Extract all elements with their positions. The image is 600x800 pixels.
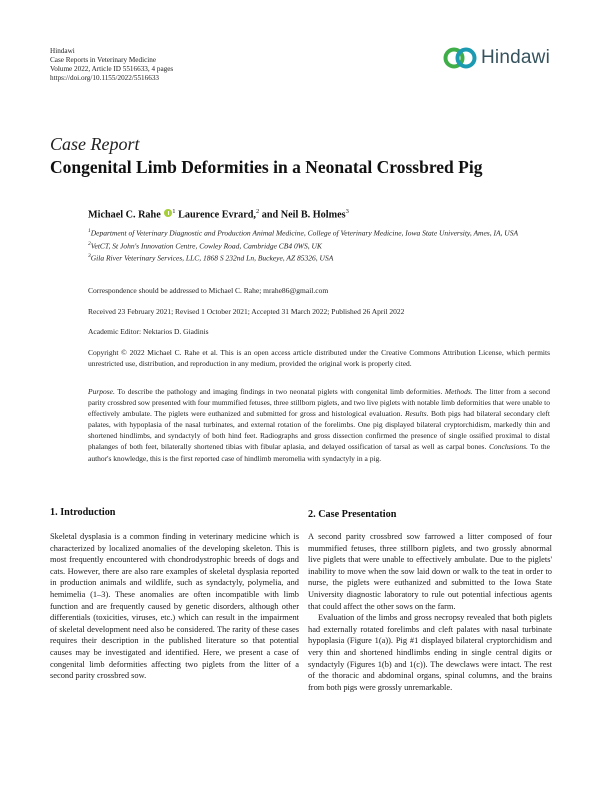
affiliation-text: Department of Veterinary Diagnostic and Production Animal Medicine, College of Veterinary Medicine, Iowa State University, Ames, IA, USA [90, 228, 519, 238]
author-affil-sup: 1 [172, 208, 176, 215]
journal-name: Case Reports in Veterinary Medicine [50, 56, 157, 64]
abstract [88, 386, 550, 464]
journal-brand: Hindawi [50, 47, 75, 55]
introduction-body [50, 531, 299, 682]
author-affil-sup: 2 [255, 208, 260, 215]
copyright-notice: Copyright © 2022 Michael C. Rahe et al. This is an open access article distributed under the Creative Commons Attribution License, which permits unrestricted use, distribution, and reproduction in any medium, provided the original work is properly cited. [88, 348, 550, 369]
paragraph: Skeletal dysplasia is a common finding in veterinary medicine which is characterized by localized anomalies of the developing skeleton. This is most frequently encountered with chondrodystrophic breeds of dogs and cats. However, there are also rare examples of skeletal dysplasia reported in production animals and wildlife, such as syndactyly, polymelia, and hemimelia (1–3). These anomalies are often incompatible with limb function and are frequently caused by genetic disorders, although other differentials (toxicities, viruses, etc.) which can result in the impairment of skeletal development need also be considered. The rarity of these cases requires their description in the published literature so that potential causes may be investigated and identified. Here, we present a case of congenital limb deformities affecting two piglets from the litter of a second parity crossbred sow. [50, 532, 299, 681]
abstract-purpose-label: Purpose. [88, 387, 115, 396]
introduction-heading: 1. Introduction [50, 507, 116, 518]
affiliation-num: 2 [88, 240, 91, 247]
academic-editor: Academic Editor: Nektarios D. Giadinis [88, 327, 209, 336]
author-separator: and [259, 209, 281, 221]
abstract-purpose: To describe the pathology and imaging findings in two neonatal piglets with congenital limb deformities. [114, 387, 445, 396]
publication-dates: Received 23 February 2021; Revised 1 October 2021; Accepted 31 March 2022; Published 26 April 2022 [88, 307, 405, 316]
abstract-methods-label: Methods. [444, 387, 473, 396]
orcid-icon[interactable] [164, 209, 172, 217]
author-affil-sup: 3 [345, 208, 349, 215]
abstract-results: Both pigs had bilateral secondary cleft palates, with hypoplasia of the nasal turbinates, and external rotation of the forelimbs. One pig displayed bilateral cryptorchidism, markedly thin and shortened hindlimbs, and syndactyly of both hind feet. Radiographs and gross dissection confirmed the presence of single ossified proximal to distal phalanges of both feet, bilaterally shortened tibias with fibular aplasia, and delayed ossification of tarsal as well as carpal bones. [88, 409, 550, 452]
abstract-conclusions: To the author's knowledge, this is the first reported case of hindlimb meromelia with syndactyly in a pig. [88, 442, 550, 463]
abstract-results-label: Results. [404, 409, 429, 419]
journal-header [50, 47, 173, 83]
affiliation [88, 239, 550, 252]
abstract-methods: The litter from a second parity crossbred sow presented with four mummified fetuses, three stillborn piglets, and two live piglets with notable limb deformities that were unable to effectively ambulate. The piglets were euthanized and submitted for gross and histological evaluation. [88, 387, 550, 419]
author-list [88, 208, 349, 220]
affiliation-num: 1 [88, 228, 91, 234]
doi-link[interactable]: https://doi.org/10.1155/2022/5516633 [50, 74, 160, 82]
correspondence: Correspondence should be addressed to Michael C. Rahe; mrahe86@gmail.com [88, 286, 329, 295]
paragraph: Evaluation of the limbs and gross necropsy revealed that both piglets had externally rotated forelimbs and cleft palates with nasal turbinate hypoplasia (Figure 1(a)). Pig #1 displayed bilateral cryptorchidism and very thin and shortened hindlimbs ending in single central digits or syndactyly (Figures 1(b) and 1(c)). The dewclaws were intact. The rest of the thoracic and abdominal organs, spinal columns, and the brains from both pigs were grossly unremarkable. [308, 613, 552, 692]
article-type: Case Report [50, 134, 140, 154]
affiliation-text: Gila River Veterinary Services, LLC, 1868 S 232nd Ln, Buckeye, AZ 85326, USA [90, 253, 334, 263]
hindawi-logo-icon [443, 46, 477, 70]
affiliation [88, 251, 550, 264]
case-presentation-body [308, 531, 552, 693]
affiliation [88, 226, 550, 239]
author-name[interactable]: Neil B. Holmes [280, 209, 346, 221]
author-name[interactable]: Laurence Evrard, [178, 209, 256, 221]
article-title: Congenital Limb Deformities in a Neonatal Crossbred Pig [50, 157, 483, 177]
affiliations [88, 226, 550, 264]
case-presentation-heading: 2. Case Presentation [308, 509, 397, 520]
abstract-conclusions-label: Conclusions. [488, 442, 528, 452]
affiliation-num: 3 [88, 253, 91, 260]
paragraph: A second parity crossbred sow farrowed a litter composed of four mummified fetuses, three stillborn piglets, and two grossly abnormal live piglets that were unable to effectively ambulate. Due to the piglets' inability to move when the sow laid down or walk to the teat in order to nurse, the piglets were euthanized and submitted to the Iowa State University diagnostic laboratory to rule out potential infectious agents that could affect the other sows on the farm. [308, 532, 552, 611]
affiliation-text: VetCT, St John's Innovation Centre, Cowley Road, Cambridge CB4 0WS, UK [90, 241, 322, 251]
hindawi-logo [443, 46, 550, 70]
author-name[interactable]: Michael C. Rahe [88, 209, 161, 221]
volume-info: Volume 2022, Article ID 5516633, 4 pages [50, 65, 174, 73]
logo-text: Hindawi [481, 47, 550, 68]
